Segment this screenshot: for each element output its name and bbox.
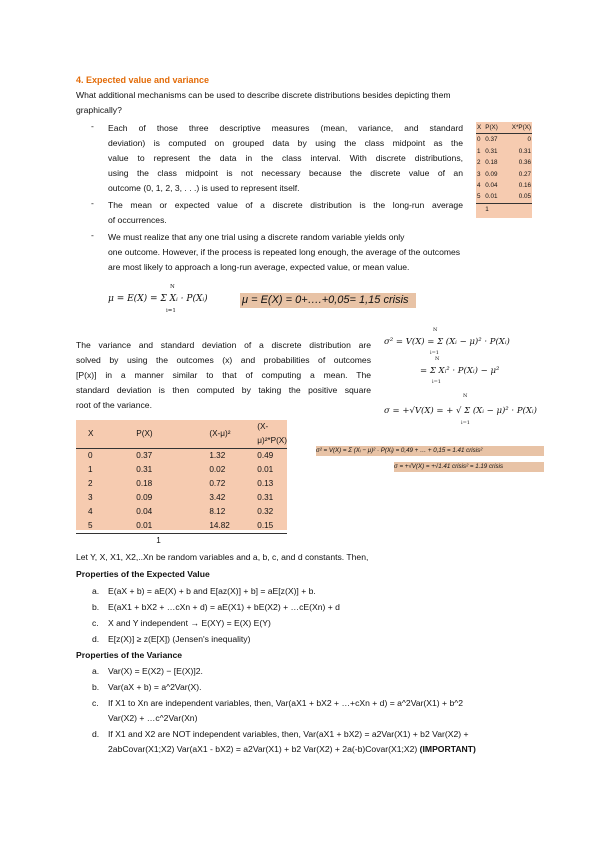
variance-table-row: 3 0.09 3.42 0.31 [88, 493, 274, 502]
list-letter: c. [92, 618, 99, 628]
bullet-dash: - [91, 121, 94, 131]
variance-table-row: 5 0.01 14.82 0.15 [76, 519, 287, 534]
list-letter: b. [92, 682, 100, 692]
variance-property: Var(X) = E(X2) − [E(X)]2. [108, 666, 203, 676]
bullet-3-line: We must realize that any one trial using a discrete random variable yields only [108, 232, 405, 242]
variance-property-continued: Var(X2) + …c^2Var(Xn) [108, 713, 198, 723]
expected-property: E(aX1 + bX2 + …cXn + d) = aE(X1) + bE(X2) + …cE(Xn) + d [108, 602, 340, 612]
section-heading: 4. Expected value and variance [76, 75, 210, 85]
side-table-row: 5 0.01 0.05 [476, 191, 532, 203]
expected-property: E(aX + b) = aE(X) + b and E[az(X)] + b] = aE[z(X)] + b. [108, 586, 316, 596]
bullet-3 [108, 230, 460, 275]
bullet-1-line: Each of those three descriptive measures (mean, variance, and standard [108, 123, 463, 133]
expected-value-side-table [476, 122, 532, 218]
list-letter: a. [92, 666, 100, 676]
variance-paragraph-line: [P(x)] in a manner similar to that of computing a mean. The [76, 370, 371, 380]
variance-table-header: (X-μ)² [209, 420, 257, 449]
variance-formula-alt: = Σ Xᵢ² · P(Xᵢ) − μ² [420, 366, 500, 376]
variance-table-row: 2 0.18 0.72 0.13 [88, 479, 274, 488]
variance-property: If X1 to Xn are independent variables, then, Var(aX1 + bX2 + …+cXn + d) = a^2Var(X1) + b^2 [108, 698, 464, 708]
intro-line: Let Y, X, X1, X2,..Xn be random variables and a, b, c, and d constants. Then, [76, 552, 369, 562]
bullet-dash: - [91, 230, 94, 240]
variance-property-continued [108, 744, 476, 754]
mean-result: μ = E(X) = 0+….+0,05= 1,15 crisis [240, 293, 416, 308]
side-table-header: P(X) [484, 122, 503, 134]
list-letter: d. [92, 634, 100, 644]
sum-lower-limit: i=1 [432, 379, 441, 385]
variance-properties-title: Properties of the Variance [76, 650, 183, 660]
side-table-row: 4 0.04 0.16 [477, 182, 531, 190]
expected-properties-title: Properties of the Expected Value [76, 569, 210, 579]
expected-property: E[z(X)] ≥ z(E[X]) (Jensen's inequality) [108, 634, 251, 644]
variance-table-header: P(X) [136, 420, 209, 449]
variance-table-header: (X-μ)²*P(X) [257, 420, 287, 449]
bullet-2 [108, 198, 463, 228]
side-table-total: 1 [485, 205, 489, 213]
side-table-row: 0 0.37 0 [477, 136, 531, 144]
bullet-1-line: using the class midpoint is not necessary because the discrete value of an [108, 168, 463, 178]
side-table-row: 1 0.31 0.31 [477, 147, 531, 155]
expected-property: X and Y independent → E(XY) = E(X) E(Y) [108, 618, 271, 628]
side-table-row: 2 0.18 0.36 [477, 159, 531, 167]
sum-upper-limit: N [463, 393, 468, 399]
variance-paragraph-line: root of the variance. [76, 400, 152, 410]
side-table-row: 3 0.09 0.27 [477, 170, 531, 178]
variance-paragraph-line: The variance and standard deviation of a discrete distribution are [76, 340, 371, 350]
sum-lower-limit: i=1 [461, 420, 470, 426]
standard-deviation-formula: σ = +√V(X) = + √ Σ (Xᵢ − μ)² · P(Xᵢ) [384, 406, 537, 416]
list-letter: d. [92, 729, 100, 739]
question-line-1: What additional mechanisms can be used to describe discrete distributions besides depicting them [76, 90, 451, 100]
variance-paragraph-line: standard deviation is then computed by taking the positive square [76, 385, 371, 395]
bullet-2-line: The mean or expected value of a discrete distribution is the long-run average [108, 200, 463, 210]
side-table-header: X*P(X) [504, 122, 532, 134]
bullet-1 [108, 121, 463, 196]
bullet-3-line: are most likely to approach a long-run average, expected value, or mean value. [108, 262, 410, 272]
bullet-1-line: value to represent the data in the class interval. With discrete distributions, [108, 153, 463, 163]
variance-property: If X1 and X2 are NOT independent variables, then, Var(aX1 + bX2) = a2Var(X1) + b2 Var(X2) + [108, 729, 469, 739]
variance-paragraph [76, 338, 371, 413]
important-note: (IMPORTANT) [419, 744, 476, 754]
variance-result: σ² = V(X) = Σ (Xᵢ − μ)² · P(Xᵢ) = 0,49 + … + 0,15 = 1.41 crisis² [316, 446, 544, 456]
mean-formula: μ = E(X) = Σ Xᵢ · P(Xᵢ) [108, 294, 208, 304]
list-letter: a. [92, 586, 100, 596]
sum-upper-limit: N [170, 284, 175, 290]
variance-table-row: 0 0.37 1.32 0.49 [88, 451, 274, 460]
variance-table [76, 420, 287, 545]
sum-upper-limit: N [433, 327, 438, 333]
question-line-2: graphically? [76, 105, 122, 115]
variance-table-total: 1 [156, 536, 161, 545]
variance-property-text: 2abCovar(X1;X2) Var(aX1 - bX2) = a2Var(X1) + b2 Var(X2) + 2a(-b)Covar(X1;X2) [108, 744, 418, 754]
bullet-dash: - [91, 198, 94, 208]
bullet-3-line: one outcome. However, if the process is repeated long enough, the average of the outcomes [108, 247, 461, 257]
variance-property: Var(aX + b) = a^2Var(X). [108, 682, 202, 692]
variance-formula: σ² = V(X) = Σ (Xᵢ − μ)² · P(Xᵢ) [384, 337, 510, 347]
variance-paragraph-line: solved by using the outcomes (x) and probabilities of outcomes [76, 355, 371, 365]
side-table-header: X [476, 122, 484, 134]
standard-deviation-result: σ = +√V(X) = +√1.41 crisis² = 1.19 crisis [394, 462, 544, 472]
variance-table-header: X [76, 420, 136, 449]
bullet-1-line: deviation) is computed on grouped data by using the class midpoint as the [108, 138, 463, 148]
sum-upper-limit: N [435, 356, 440, 362]
variance-table-row: 4 0.04 8.12 0.32 [88, 507, 274, 516]
list-letter: b. [92, 602, 100, 612]
list-letter: c. [92, 698, 99, 708]
variance-table-row: 1 0.31 0.02 0.01 [88, 465, 274, 474]
sum-lower-limit: i=1 [166, 308, 176, 314]
bullet-1-line: outcome (0, 1, 2, 3, . . .) is used to represent itself. [108, 183, 300, 193]
sum-lower-limit: i=1 [430, 350, 439, 356]
bullet-2-line: of occurrences. [108, 215, 167, 225]
